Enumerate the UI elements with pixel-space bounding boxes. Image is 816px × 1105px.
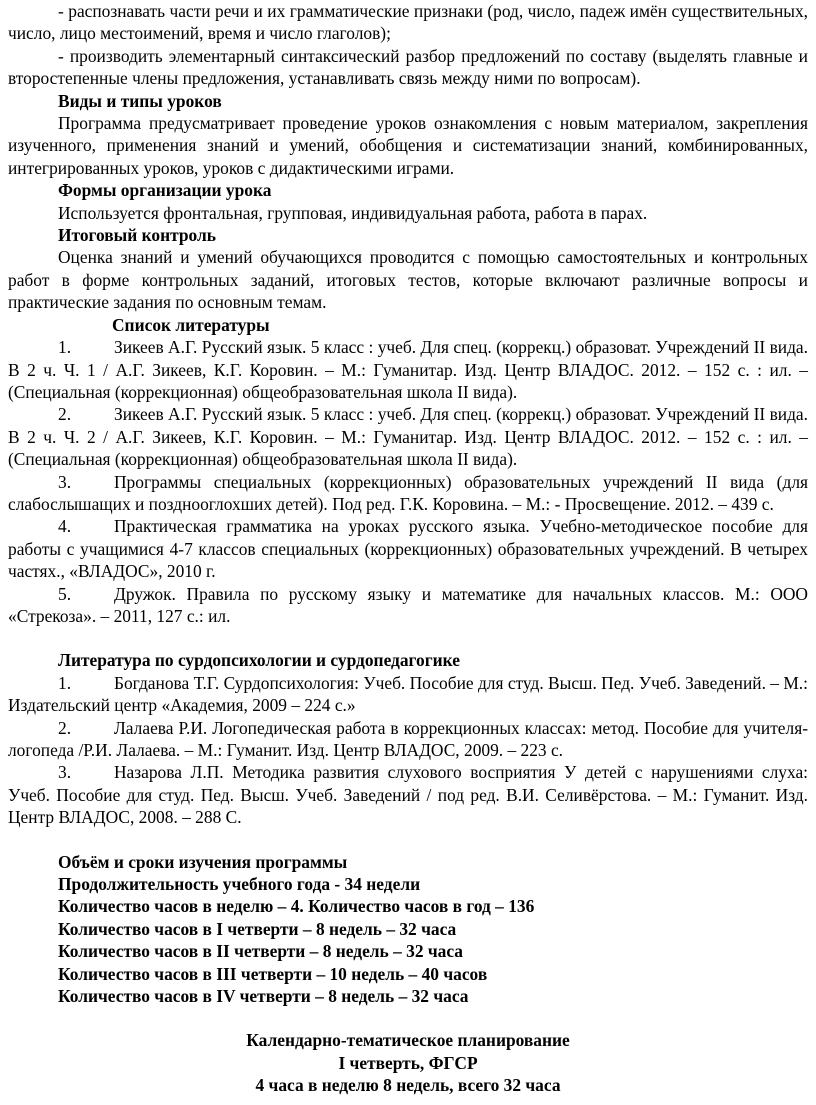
surdo-literature-list — [8, 672, 808, 829]
final-control-heading: Итоговый контроль — [58, 225, 216, 246]
literature-item — [8, 583, 808, 628]
intro-line-1: - распознавать части речи и их грамматические признаки (род, число, падеж имён существительных, число, лицо местоимений, время и число глаголов); — [8, 1, 808, 44]
literature-item-number: 1. — [58, 337, 72, 358]
lesson-types-text: Программа предусматривает проведение уроков ознакомления с новым материалом, закрепления изученного, применения знаний и умений, обобщения и систематизации знаний, комбинированных, интегрированных уроков, уроков с дидактическими играми. — [8, 113, 808, 178]
surdo-literature-item — [8, 761, 808, 828]
lesson-types-heading: Виды и типы уроков — [58, 90, 222, 111]
schedule-line: Количество часов в IV четверти – 8 недель – 32 часа — [58, 986, 469, 1007]
literature-item — [8, 471, 808, 516]
literature-item-text: Дружок. Правила по русскому языку и математике для начальных классов. М.: ООО «Стрекоза». – 2011, 127 с.: ил. — [8, 583, 808, 626]
intro-line-2: - производить элементарный синтаксический разбор предложений по составу (выделять главные и второстепенные члены предложения, устанавливать связь между ними по вопросам). — [8, 45, 808, 89]
calendar-hours: 4 часа в неделю 8 недель, всего 32 часа — [255, 1075, 561, 1096]
schedule-line: Количество часов в I четверти – 8 недель – 32 часа — [58, 918, 457, 939]
schedule-line: Количество часов в II четверти – 8 недель – 32 часа — [58, 941, 464, 962]
lesson-forms-text: Используется фронтальная, групповая, индивидуальная работа, работа в парах. — [58, 202, 648, 223]
literature-item — [8, 515, 808, 582]
literature-item-number: 3. — [58, 471, 72, 492]
calendar-subtitle: I четверть, ФГСР — [338, 1052, 478, 1073]
schedule-block — [8, 851, 808, 1008]
literature-list — [8, 336, 808, 627]
calendar-title: Календарно-тематическое планирование — [246, 1030, 570, 1051]
surdo-literature-heading: Литература по сурдопсихологии и сурдопедагогике — [58, 650, 460, 671]
schedule-line: Продолжительность учебного года - 34 недели — [58, 874, 421, 895]
surdo-literature-item-text: Лалаева Р.И. Логопедическая работа в коррекционных классах: метод. Пособие для учителя-логопеда /Р.И. Лалаева. – М.: Гуманит. Изд. Центр ВЛАДОС, 2009. – 223 с. — [8, 717, 808, 760]
spacer — [8, 627, 808, 649]
surdo-literature-item-number: 2. — [58, 717, 72, 738]
surdo-literature-item-number: 3. — [58, 762, 72, 783]
surdo-literature-item — [8, 717, 808, 762]
lesson-forms-heading: Формы организации урока — [58, 180, 272, 201]
literature-item — [8, 336, 808, 403]
literature-item-number: 5. — [58, 583, 72, 604]
calendar-plan-header — [8, 1029, 808, 1096]
surdo-literature-item-text: Богданова Т.Г. Сурдопсихология: Учеб. Пособие для студ. Высш. Пед. Учеб. Заведений. – М.: Издательский центр «Академия, 2009 – 224 с.» — [8, 672, 808, 716]
literature-item-text: Зикеев А.Г. Русский язык. 5 класс : учеб. Для спец. (коррекц.) образоват. Учреждений II вида. В 2 ч. Ч. 2 / А.Г. Зикеев, К.Г. Коровин. – М.: Гуманитар. Изд. Центр ВЛАДОС. 2012. – 152 с. : ил. – (Специальная (коррекционная) общеобразовательная школа II вида). — [8, 404, 808, 470]
literature-item-text: Зикеев А.Г. Русский язык. 5 класс : учеб. Для спец. (коррекц.) образоват. Учреждений II вида. В 2 ч. Ч. 1 / А.Г. Зикеев, К.Г. Коровин. – М.: Гуманитар. Изд. Центр ВЛАДОС. 2012. – 152 с. : ил. – (Специальная (коррекционная) общеобразовательная школа II вида). — [8, 337, 808, 402]
literature-item-number: 4. — [58, 516, 72, 537]
literature-item-text: Практическая грамматика на уроках русского языка. Учебно-методическое пособие для работы с учащимися 4-7 классов специальных (коррекционных) образовательных учреждений. В четырех частях., «ВЛАДОС», 2010 г. — [8, 516, 808, 582]
surdo-literature-item-text: Назарова Л.П. Методика развития слухового восприятия У детей с нарушениями слуха: Учеб. Пособие для студ. Пед. Высш. Учеб. Заведений / под ред. В.И. Селивёрстова. – М.: Гуманит. Изд. Центр ВЛАДОС, 2008. – 288 С. — [8, 762, 808, 828]
spacer — [8, 829, 808, 851]
schedule-line: Количество часов в неделю – 4. Количество часов в год – 136 — [58, 896, 535, 917]
final-control-text: Оценка знаний и умений обучающихся проводится с помощью самостоятельных и контрольных работ в форме контрольных заданий, итоговых тестов, которые включают различные вопросы и практические задания по основным темам. — [8, 247, 808, 313]
literature-item-number: 2. — [58, 404, 72, 425]
surdo-literature-item-number: 1. — [58, 672, 72, 693]
surdo-literature-item — [8, 672, 808, 717]
literature-heading: Список литературы — [112, 314, 270, 335]
schedule-heading: Объём и сроки изучения программы — [58, 851, 348, 872]
literature-item — [8, 403, 808, 470]
schedule-line: Количество часов в III четверти – 10 недель – 40 часов — [58, 963, 488, 984]
spacer — [8, 1007, 808, 1029]
literature-item-text: Программы специальных (коррекционных) образовательных учреждений II вида (для слабослышащих и позднооглохших детей). Под ред. Г.К. Коровина. – М.: - Просвещение. 2012. – 439 с. — [8, 471, 808, 514]
